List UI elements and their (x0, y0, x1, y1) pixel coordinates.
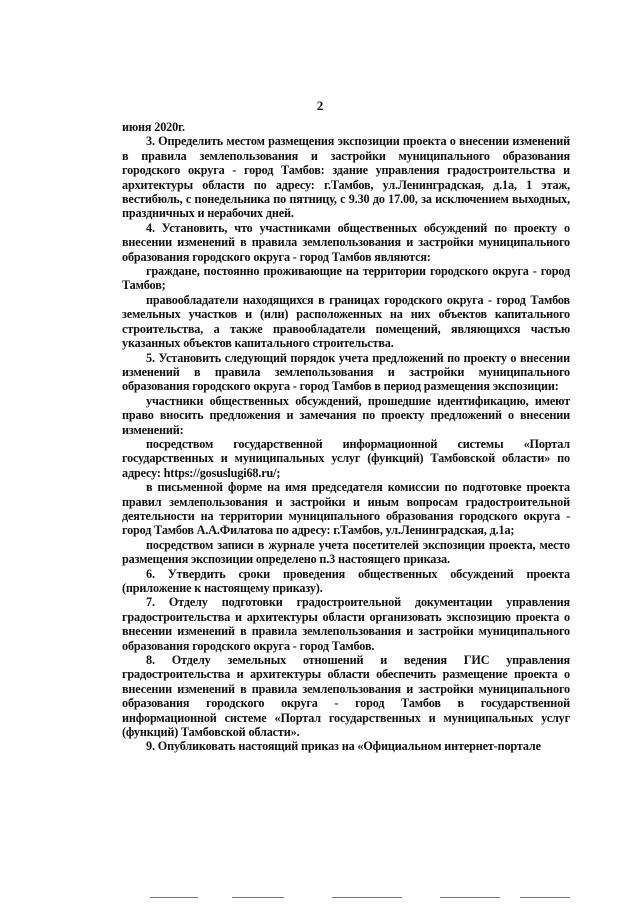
paragraph: июня 2020г. (122, 120, 185, 134)
paragraph: 8. Отделу земельных отношений и ведения ГИС управления градостроительства и архитектуры области обеспечить размещение проекта о внесении изменений в правила землепользования и застройки муниципального образования городского округа - город Тамбов в государственной информационной системе «Портал государственных и муниципальных услуг (функций) Тамбовской области». (122, 653, 570, 740)
paragraph: в письменной форме на имя председателя комиссии по подготовке проекта правил землепользования и застройки и иным вопросам градостроительной деятельности на территории муниципального образования городского округа - город Тамбов А.А.Филатова по адресу: г.Тамбов, ул.Ленинградская, д.1а; (122, 480, 570, 538)
page-number: 2 (316, 98, 324, 113)
paragraph: 5. Установить следующий порядок учета предложений по проекту о внесении изменений в правила землепользования и застройки муниципального образования городского округа - город Тамбов в период размещения экспозиции: (122, 350, 570, 394)
paragraph: посредством записи в журнале учета посетителей экспозиции проекта, место размещения экспозиции определено п.3 настоящего приказа. (122, 537, 570, 567)
paragraph: посредством государственной информационной системы «Портал государственных и муниципальных услуг (функций) Тамбовской области» по адресу: https://gosuslugi68.ru/; (122, 436, 570, 480)
paragraph: 3. Определить местом размещения экспозиции проекта о внесении изменений в правила землепользования и застройки муниципального образования городского округа - город Тамбов: здание управления градостроительства и архитектуры области по адресу: г.Тамбов, ул.Ленинградская, д.1а, 1 этаж, вестибюль, с понедельника по пятницу, с 9.30 до 17.00, за исключением выходных, праздничных и нерабочих дней. (122, 134, 570, 221)
paragraph: 9. Опубликовать настоящий приказ на «Официальном интернет-портале (146, 739, 541, 754)
paragraph: правообладатели находящихся в границах городского округа - город Тамбов земельных участков и (или) расположенных на них объектов капитального строительства, а также правообладатели помещений, являющихся частью указанных объектов капитального строительства. (122, 292, 570, 351)
paragraph: 7. Отделу подготовки градостроительной документации управления градостроительства и архитектуры области организовать экспозицию проекта о внесении изменений в правила землепользования и застройки муниципального образования городского округа - город Тамбов. (122, 595, 570, 653)
paragraph: 6. Утвердить сроки проведения общественных обсуждений проекта (приложение к настоящему приказу). (122, 566, 570, 595)
paragraph: участники общественных обсуждений, прошедшие идентификацию, имеют право вносить предложения и замечания по проекту предложений о внесении изменений: (122, 393, 570, 437)
scan-line (332, 897, 402, 898)
scan-line (232, 897, 284, 898)
paragraph: 4. Установить, что участниками общественных обсуждений по проекту о внесении изменений в правила землепользования и застройки муниципального образования городского округа - город Тамбов являются: (122, 220, 570, 264)
scan-line (440, 897, 500, 898)
scan-line (150, 897, 198, 898)
document-body (122, 120, 570, 754)
paragraph: граждане, постоянно проживающие на территории городского округа - город Тамбов; (122, 264, 570, 293)
scan-line (520, 897, 570, 898)
